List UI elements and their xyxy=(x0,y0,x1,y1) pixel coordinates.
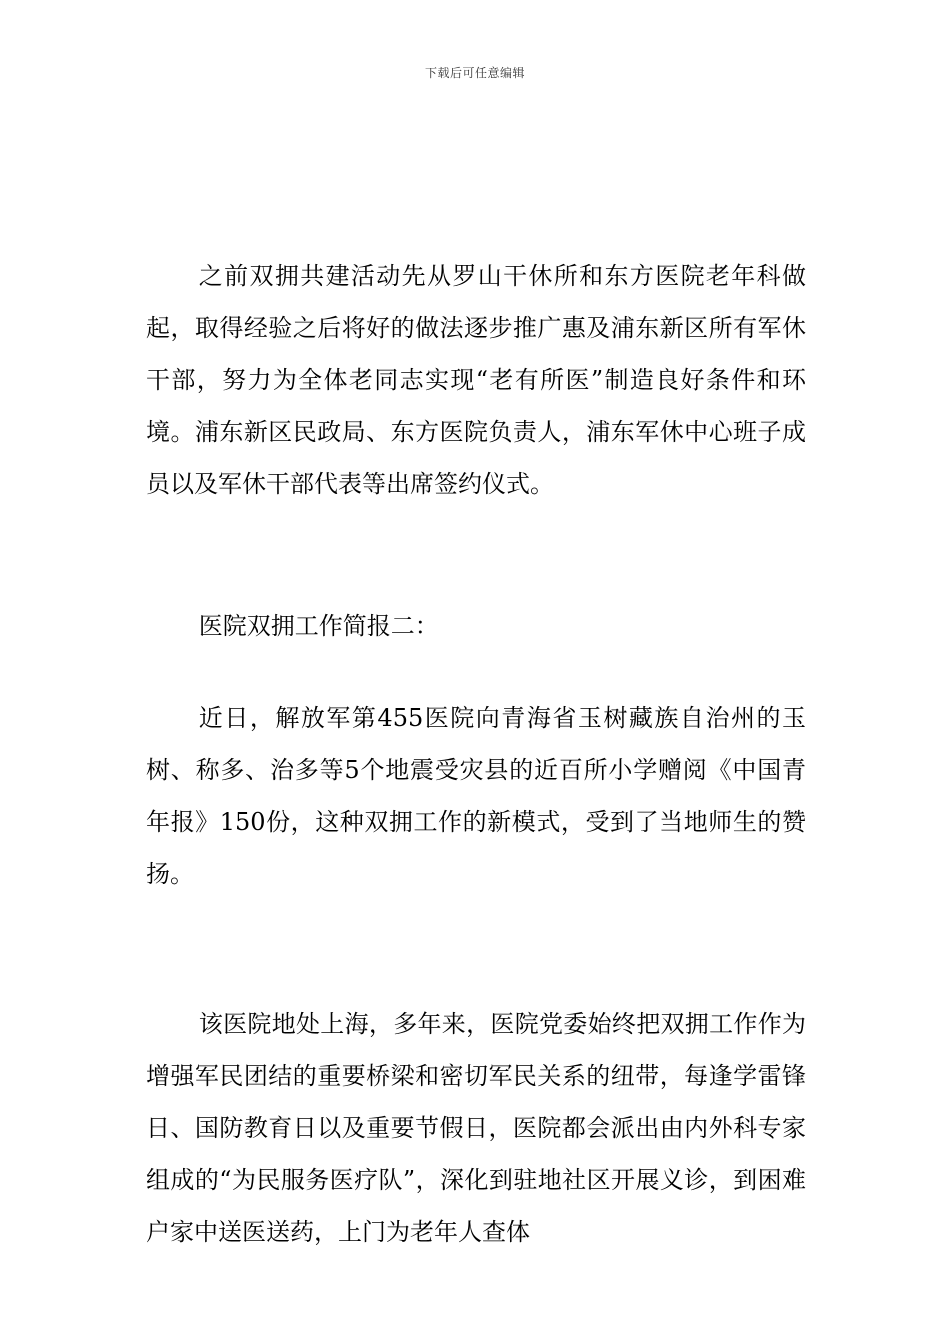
section-heading-briefing-two: 医院双拥工作简报二： xyxy=(198,612,439,640)
page-header-note: 下载后可任意编辑 xyxy=(424,66,525,80)
paragraph-signing-ceremony: 之前双拥共建活动先从罗山干休所和东方医院老年科做起，取得经验之后将好的做法逐步推广惠及浦东新区所有军休干部，努力为全体老同志实现“老有所医”制造良好条件和环境。浦东新区民政局、东方医院负责人，浦东军休中心班子成员以及军休干部代表等出席签约仪式。 xyxy=(146,262,806,498)
paragraph-medical-service: 该医院地处上海，多年来，医院党委始终把双拥工作作为增强军民团结的重要桥梁和密切军民关系的纽带，每逢学雷锋日、国防教育日以及重要节假日，医院都会派出由内外科专家组成的“为民服务医疗队”，深化到驻地社区开展义诊，到困难户家中送医送药，上门为老年人查体 xyxy=(146,1010,806,1246)
paragraph-newspaper-donation: 近日，解放军第455医院向青海省玉树藏族自治州的玉树、称多、治多等5个地震受灾县的近百所小学赠阅《中国青年报》150份，这种双拥工作的新模式，受到了当地师生的赞扬。 xyxy=(146,704,806,888)
